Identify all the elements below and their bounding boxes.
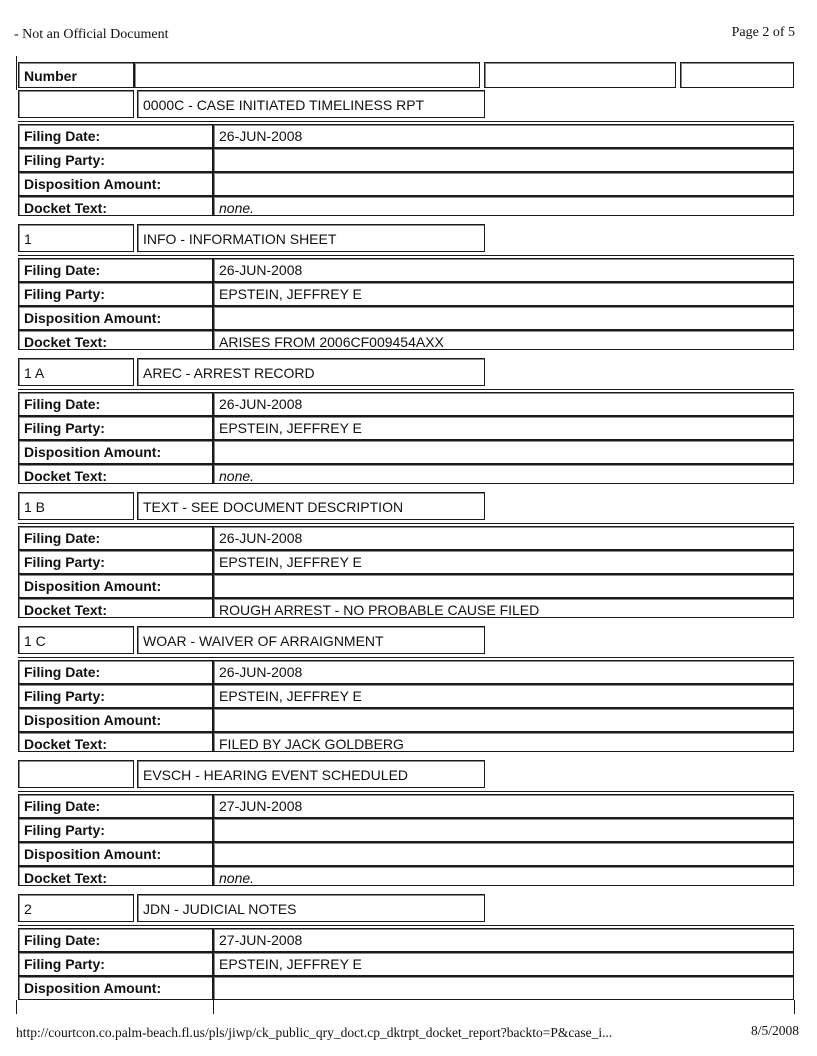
docket-text-label: Docket Text: — [18, 732, 213, 752]
entry-number — [18, 90, 134, 118]
docket-text-label: Docket Text: — [18, 866, 213, 886]
docket-text-label: Docket Text: — [18, 464, 213, 484]
docket-text-label: Docket Text: — [18, 330, 213, 350]
entry-code: WOAR - WAIVER OF ARRAIGNMENT — [137, 626, 485, 654]
disposition-amount-value — [213, 172, 794, 196]
filing-date-value: 26-JUN-2008 — [213, 660, 794, 684]
entry-number: 1 A — [18, 358, 134, 386]
entry-header-spacer — [18, 520, 794, 524]
filing-date-label: Filing Date: — [18, 526, 213, 550]
entry-number: 1 C — [18, 626, 134, 654]
filing-date-value: 26-JUN-2008 — [213, 526, 794, 550]
docket-text-label: Docket Text: — [18, 598, 213, 618]
docket-text-value: FILED BY JACK GOLDBERG — [213, 732, 794, 752]
disposition-amount-value — [213, 440, 794, 464]
filing-party-value — [213, 818, 794, 842]
header-empty-cell-2 — [484, 62, 676, 88]
disposition-amount-value — [213, 976, 794, 1000]
entry-number: 1 — [18, 224, 134, 252]
entry-code: 0000C - CASE INITIATED TIMELINESS RPT — [137, 90, 485, 118]
filing-party-label: Filing Party: — [18, 550, 213, 574]
filing-date-label: Filing Date: — [18, 258, 213, 282]
disposition-amount-label: Disposition Amount: — [18, 306, 213, 330]
filing-date-value: 26-JUN-2008 — [213, 124, 794, 148]
docket-text-value: ROUGH ARREST - NO PROBABLE CAUSE FILED — [213, 598, 794, 618]
disposition-amount-value — [213, 708, 794, 732]
not-official-note: - Not an Official Document — [14, 27, 169, 42]
disposition-amount-label: Disposition Amount: — [18, 976, 213, 1000]
print-date: 8/5/2008 — [750, 1023, 799, 1038]
entry-number: 2 — [18, 894, 134, 922]
filing-party-label: Filing Party: — [18, 282, 213, 306]
entry-code: TEXT - SEE DOCUMENT DESCRIPTION — [137, 492, 485, 520]
entry-code: AREC - ARREST RECORD — [137, 358, 485, 386]
filing-date-label: Filing Date: — [18, 928, 213, 952]
entry-header-spacer — [18, 654, 794, 658]
docket-text-value: ARISES FROM 2006CF009454AXX — [213, 330, 794, 350]
entry-header-spacer — [18, 118, 794, 122]
filing-date-value: 26-JUN-2008 — [213, 258, 794, 282]
entry-header-spacer — [18, 922, 794, 926]
docket-text-value: none. — [213, 464, 794, 484]
entry-number: 1 B — [18, 492, 134, 520]
bottom-left-border-line — [16, 1000, 17, 1014]
filing-party-value: EPSTEIN, JEFFREY E — [213, 282, 794, 306]
entry-code: INFO - INFORMATION SHEET — [137, 224, 485, 252]
entry-code: EVSCH - HEARING EVENT SCHEDULED — [137, 760, 485, 788]
filing-party-value — [213, 148, 794, 172]
filing-date-value: 26-JUN-2008 — [213, 392, 794, 416]
entry-header-spacer — [18, 252, 794, 256]
filing-party-label: Filing Party: — [18, 818, 213, 842]
number-column-header: Number — [18, 62, 134, 88]
header-empty-cell-3 — [680, 62, 794, 88]
page-footer — [16, 1025, 799, 1043]
filing-party-value: EPSTEIN, JEFFREY E — [213, 550, 794, 574]
page-number: Page 2 of 5 — [731, 25, 795, 40]
docket-text-value: none. — [213, 866, 794, 886]
filing-date-value: 27-JUN-2008 — [213, 928, 794, 952]
docket-text-label: Docket Text: — [18, 196, 213, 216]
bottom-right-border-line — [794, 1000, 795, 1014]
entry-number — [18, 760, 134, 788]
entry-code: JDN - JUDICIAL NOTES — [137, 894, 485, 922]
filing-party-label: Filing Party: — [18, 416, 213, 440]
filing-date-value: 27-JUN-2008 — [213, 794, 794, 818]
filing-date-label: Filing Date: — [18, 392, 213, 416]
filing-party-value: EPSTEIN, JEFFREY E — [213, 684, 794, 708]
filing-party-label: Filing Party: — [18, 148, 213, 172]
disposition-amount-value — [213, 306, 794, 330]
disposition-amount-label: Disposition Amount: — [18, 574, 213, 598]
entry-header-spacer — [18, 788, 794, 792]
header-empty-cell-1 — [134, 62, 480, 88]
disposition-amount-value — [213, 842, 794, 866]
disposition-amount-label: Disposition Amount: — [18, 440, 213, 464]
bottom-mid-border-line — [213, 1000, 214, 1014]
page-header — [14, 27, 795, 45]
filing-party-value: EPSTEIN, JEFFREY E — [213, 416, 794, 440]
filing-party-label: Filing Party: — [18, 684, 213, 708]
filing-date-label: Filing Date: — [18, 124, 213, 148]
filing-party-label: Filing Party: — [18, 952, 213, 976]
filing-date-label: Filing Date: — [18, 660, 213, 684]
filing-date-label: Filing Date: — [18, 794, 213, 818]
filing-party-value: EPSTEIN, JEFFREY E — [213, 952, 794, 976]
entry-header-spacer — [18, 386, 794, 390]
disposition-amount-label: Disposition Amount: — [18, 842, 213, 866]
left-border-line — [16, 56, 17, 90]
docket-text-value: none. — [213, 196, 794, 216]
disposition-amount-label: Disposition Amount: — [18, 172, 213, 196]
source-url: http://courtcon.co.palm-beach.fl.us/pls/jiwp/ck_public_qry_doct.cp_dktrpt_docket_report?backto=P&case_i... — [16, 1025, 613, 1040]
disposition-amount-value — [213, 574, 794, 598]
disposition-amount-label: Disposition Amount: — [18, 708, 213, 732]
